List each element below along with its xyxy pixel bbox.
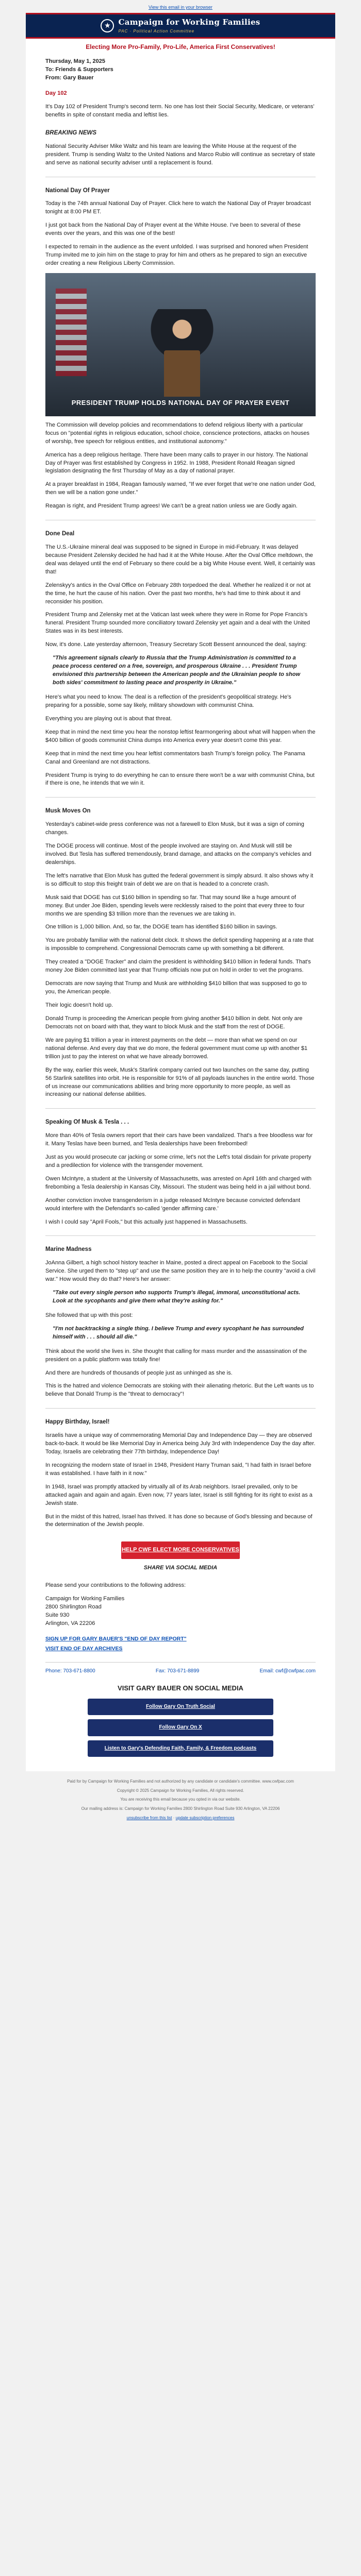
prayer-p2: I just got back from the National Day of Prayer event at the White House. I've been to several of these events over the years, and this was one of the best! [45,222,301,237]
divider [45,1108,316,1109]
share-social-link[interactable]: SHARE VIA SOCIAL MEDIA [143,1565,218,1571]
musk-p10: Donald Trump is proceeding the American people from giving another $410 billion in debt. Not only are Democrats not on board with that, they want to block Musk and the staff from the rest of DOGE. [45,1015,303,1030]
opt-in-text: You are receiving this email because you opted in via our website. [120,1797,241,1802]
musk-p9: Their logic doesn't hold up. [45,1002,113,1008]
browser-note [0,0,361,13]
email-body [26,58,335,1771]
madness-p5: This is the hatred and violence Democrats are stoking with their alienating rhetoric. But the Left wants us to believe that Donald Trump is the "threat to democracy"! [45,1383,314,1398]
section-title-breaking: BREAKING NEWS [45,130,97,137]
tesla-p1: More than 40% of Tesla owners report that their cars have been vandalized. That's a free bloodless war for it. Many Teslas have been burned, and Tesla dealerships have been firebombed! [45,1132,313,1147]
prayer-p3: I expected to remain in the audience as the event unfolded. I was surprised and honored when President Trump invited me to join him on the stage to pray for him and others as he prepared to sign an executive order creating a new Religious Liberty Commission. [45,243,308,266]
musk-p2: The DOGE process will continue. Most of the people involved are staying on. And Musk will still be involved. But Tesla has suffered tremendously, brand damage, and attacks on the company's vehicles and dealerships. [45,842,311,866]
truth-social-button[interactable]: Follow Gary On Truth Social [88,1699,273,1716]
eod-archives-link[interactable]: VISIT END OF DAY ARCHIVES [45,1646,123,1652]
banner-stripe-bottom [26,37,335,39]
flag-shape [56,289,87,376]
email-container [26,13,335,1831]
israel-p2: In recognizing the modern state of Israel in 1948, President Harry Truman said, "I had faith in Israel before it was established. I have faith in it now." [45,1462,311,1477]
section-title-done-deal: Done Deal [45,531,75,537]
view-in-browser-link[interactable]: View this email in your browser [149,5,212,10]
brand-sub: PAC · Political Action Committee [118,29,195,34]
musk-p7: They created a "DOGE Tracker" and claim the president is withholding $410 billion in federal funds. That's money Joe Biden committed last year that Trump officials now put on hold in order to vet the programs. [45,959,311,974]
musk-p3: The left's narrative that Elon Musk has gutted the federal government is simply absurd. It also shows why it is so difficult to stop this freight train of debt we are on that is headed to a concrete crash. [45,872,314,887]
star-icon: ★ [101,19,114,32]
email-date: Thursday, May 1, 2025 [45,58,105,65]
address-street: 2800 Shirlington Road [45,1604,102,1611]
phone-text[interactable]: Phone: 703-671-8800 [45,1668,95,1674]
address-city: Arlington, VA 22206 [45,1620,95,1627]
copyright-text: Copyright © 2025 Campaign for Working Families, All rights reserved. [117,1788,244,1793]
madness-p3: Think about the world she lives in. She thought that calling for mass murder and the assassination of the president on a public platform was totally fine! [45,1348,307,1363]
prayer-event-image[interactable] [45,273,316,416]
prayer-p5: America has a deep religious heritage. There have been many calls to prayer in our history. The National Day of Prayer was first established by Congress in 1952. In 1988, President Ronald Reagan signed legislation designating the first Thursday of May as a day of national prayer. [45,451,308,474]
podium-shape [164,350,200,397]
tesla-p2: Just as you would prosecute car jacking or some crime, let's not the Left's total disdain for private property and a predilection for violence with the transgender movement. [45,1154,311,1168]
section-title-prayer: National Day Of Prayer [45,187,110,194]
section-title-madness: Marine Madness [45,1246,92,1253]
x-follow-button[interactable]: Follow Gary On X [88,1719,273,1736]
tesla-p4: Another conviction involve transgenderism in a judge released McIntyre because convicted defendant would interfere with the Defendant's so-called 'gender affirming care.' [45,1197,301,1212]
prayer-p6: At a prayer breakfast in 1984, Reagan famously warned, "If we ever forget that we're one nation under God, then we will be a nation gone under." [45,481,316,496]
madness-quote-2: "I'm not backtracking a single thing. I believe Trump and every sycophant he has surrounded himself with . . . should all die." [53,1325,304,1340]
bessent-quote: "This agreement signals clearly to Russia that the Trump Administration is committed to a peace process centered on a free, sovereign, and prosperous Ukraine . . . President Trump envisioned this partnership between the American people and the Ukrainian people to show both sides' commitment to lasting peace and prosperity in Ukraine." [53,655,301,686]
image-caption: PRESIDENT TRUMP HOLDS NATIONAL DAY OF PRAYER EVENT [71,398,290,406]
tesla-p5: I wish I could say "April Fools," but this actually just happened in Massachusetts. [45,1218,248,1225]
israel-p4: But in the midst of this hatred, Israel has thrived. It has done so because of God's blessing and because of the determination of the Jewish people. [45,1513,313,1528]
musk-p12: By the way, earlier this week, Musk's Starlink company carried out two launches on the same day, putting 56 Starlink satellites into orbit. He is responsible for 91% of all payloads launches in the entire world. Those of us increase our communications abilities and bring more opportunity to more people, as well as increasing our national defense abilities. [45,1066,315,1098]
brand-name: Campaign for Working Families [118,18,260,27]
madness-quote-1: "Take out every single person who supports Trump's illegal, immoral, unconstitutional acts. Look at the sycophants and give them what they're asking for." [53,1289,301,1304]
footer-disclaimer [26,1771,335,1831]
musk-p5: One trillion is 1,000 billion. And, so far, the DOGE team has identified $160 billion in savings. [45,924,277,930]
breaking-p1: National Security Adviser Mike Waltz and his team are leaving the White House at the request of the president. Trump is sending Waltz to the United Nations and Marco Rubio will continue as secretary of state and serve as national security adviser until a replacement is found. [45,143,315,166]
fax-text: Fax: 703-671-8899 [155,1668,200,1674]
prayer-p1: Today is the 74th annual National Day of Prayer. Click here to watch the National Day of Prayer broadcast tonight at 8:00 PM ET. [45,200,311,215]
header-banner [26,13,335,39]
musk-p1: Yesterday's cabinet-wide press conference was not a farewell to Elon Musk, but it was a sign of coming changes. [45,821,304,836]
israel-p1: Israelis have a unique way of commemorating Memorial Day and Independence Day — they are observed back-to-back. It would be like Memorial Day in America being July 3rd with Independence Day the day after. Today, Israelis are celebrating their 77th birthday, Independence Day! [45,1432,316,1455]
prayer-p7: Reagan is right, and President Trump agrees! We can't be a great nation unless we are Godly again. [45,503,298,510]
musk-p11: We are paying $1 trillion a year in interest payments on the debt — more than what we spend on our national defense. And every day that we do more, the federal government must come up with another $1 trillion just to pay the interest on what we have already borrowed. [45,1037,308,1060]
social-heading: VISIT GARY BAUER ON SOCIAL MEDIA [118,1684,243,1692]
section-title-israel: Happy Birthday, Israel! [45,1419,110,1426]
email-to: To: Friends & Supporters [45,66,113,73]
divider [45,1235,316,1236]
musk-p8: Democrats are now saying that Trump and Musk are withholding $410 billion that was supposed to go to you, the American people. [45,980,307,995]
mailing-address-text: Our mailing address is: Campaign for Working Families 2800 Shirlington Road Suite 930 Arlington, VA 22206 [81,1806,280,1811]
madness-p1: JoAnna Gilbert, a high school history teacher in Maine, posted a direct appeal on Facebook to the Social Service. She urged them to "step up" and use the same position they are in to help the country "avoid a civil war." How would they do that? Here's her answer: [45,1260,316,1283]
section-title-musk: Musk Moves On [45,808,91,815]
banner-stripe-top [26,13,335,14]
madness-p2: She followed that up with this post: [45,1312,133,1318]
deal-p7: Keep that in mind the next time you hear the nonstop leftist fearmongering about what will happen when the $400 billion of goods communist China dumps into America every year doesn't come this year. [45,728,316,743]
section-title-tesla: Speaking Of Musk & Tesla . . . [45,1119,129,1126]
address-org: Campaign for Working Families [45,1596,125,1602]
email-link[interactable]: Email: cwf@cwfpac.com [259,1668,316,1674]
manage-links: unsubscribe from this list · update subscription preferences [126,1815,235,1820]
mailing-address [45,1582,316,1653]
podcast-button[interactable]: Listen to Gary's Defending Faith, Family, & Freedom podcasts [88,1740,273,1757]
address-intro: Please send your contributions to the following address: [45,1582,186,1589]
preferences-link[interactable]: update subscription preferences [175,1815,235,1820]
musk-p4: Musk said that DOGE has cut $160 billion in spending so far. That may sound like a huge amount of money. But under Joe Biden, spending levels were recklessly raised to the point that every three to four months we are spending $3 trillion more than the revenues we are taking in. [45,894,305,917]
deal-p6: Everything you are playing out is about that threat. [45,715,172,722]
deal-p9: President Trump is trying to do everything he can to ensure there won't be a war with communist China, but if there is one, he intends that we win it. [45,772,315,787]
israel-p3: In 1948, Israel was promptly attacked by virtually all of its Arab neighbors. Israel prevailed, only to be attacked again and again and again. Even now, 77 years later, Israel is still fighting for its right to exist as a Jewish state. [45,1483,313,1506]
tagline: Electing More Pro-Family, Pro-Life, America First Conservatives! [86,43,275,51]
intro-paragraph: It's Day 102 of President Trump's second term. No one has lost their Social Security, Medicare, or veterans' benefits in spite of constant media and leftist lies. [45,104,315,118]
musk-p6: You are probably familiar with the national debt clock. It shows the deficit spending happening at a rate that is impossible to comprehend. Congressional Democrats came up with something a bit different. [45,937,314,952]
madness-p4: And there are hundreds of thousands of people just as unhinged as she is. [45,1369,233,1376]
deal-p8: Keep that in mind the next time you hear leftist commentators bash Trump's foreign policy. The Panama Canal and Greenland are not distractions. [45,750,305,765]
deal-p1: The U.S.-Ukraine mineral deal was supposed to be signed in Europe in mid-February. It was delayed because President Zelensky decided he had had it at the White House. After the Oval Office meltdown, the deal was delayed until the end of February so there could be a big White House event. Well, it certainly was that! [45,544,316,575]
deal-p3: President Trump and Zelensky met at the Vatican last week where they were in Rome for Pope Francis's funeral. President Trump sounded more conciliatory toward Zelensky yet again and a deal with the United States was in its best interests. [45,612,310,635]
address-suite: Suite 930 [45,1612,70,1619]
deal-p4: Now, it's done. Late yesterday afternoon, Treasury Secretary Scott Bessent announced the deal, saying: [45,641,307,648]
prayer-p4: The Commission will develop policies and recommendations to defend religious liberty with a particular focus on "potential rights in religious education, school choice, conscience protections, attacks on houses of worship, free speech for religious entities, and institutional autonomy." [45,421,310,445]
donate-button[interactable]: HELP CWF ELECT MORE CONSERVATIVES [121,1541,240,1559]
tesla-p3: Owen McIntyre, a student at the University of Massachusetts, was arrested on April 16th and charged with firebombing a Tesla dealership in Kansas City, Missouri. The student was being held in a jail without bond. [45,1175,312,1190]
date-block [45,58,316,82]
deal-p2: Zelenskyy's antics in the Oval Office on February 28th torpedoed the deal. Whether he realized it or not at the time, he hurt the cause of his nation. Over the past two months, he's had time to think about it and reconsider his position. [45,582,311,605]
contact-row [45,1662,316,1675]
paid-for-text: Paid for by Campaign for Working Families and not authorized by any candidate or candidate's committee. www.cwfpac.com [67,1779,294,1784]
unsubscribe-link[interactable]: unsubscribe from this list [126,1815,172,1820]
divider [45,1408,316,1409]
divider [45,797,316,798]
day-count: Day 102 [45,90,67,97]
logo[interactable] [101,17,260,34]
email-from: From: Gary Bauer [45,75,94,81]
signup-eod-link[interactable]: SIGN UP FOR GARY BAUER'S "END OF DAY REPORT" [45,1635,187,1642]
deal-p5: Here's what you need to know. The deal is a reflection of the president's geopolitical strategy. He's preparing for a possible, some say likely, military showdown with communist China. [45,693,291,708]
